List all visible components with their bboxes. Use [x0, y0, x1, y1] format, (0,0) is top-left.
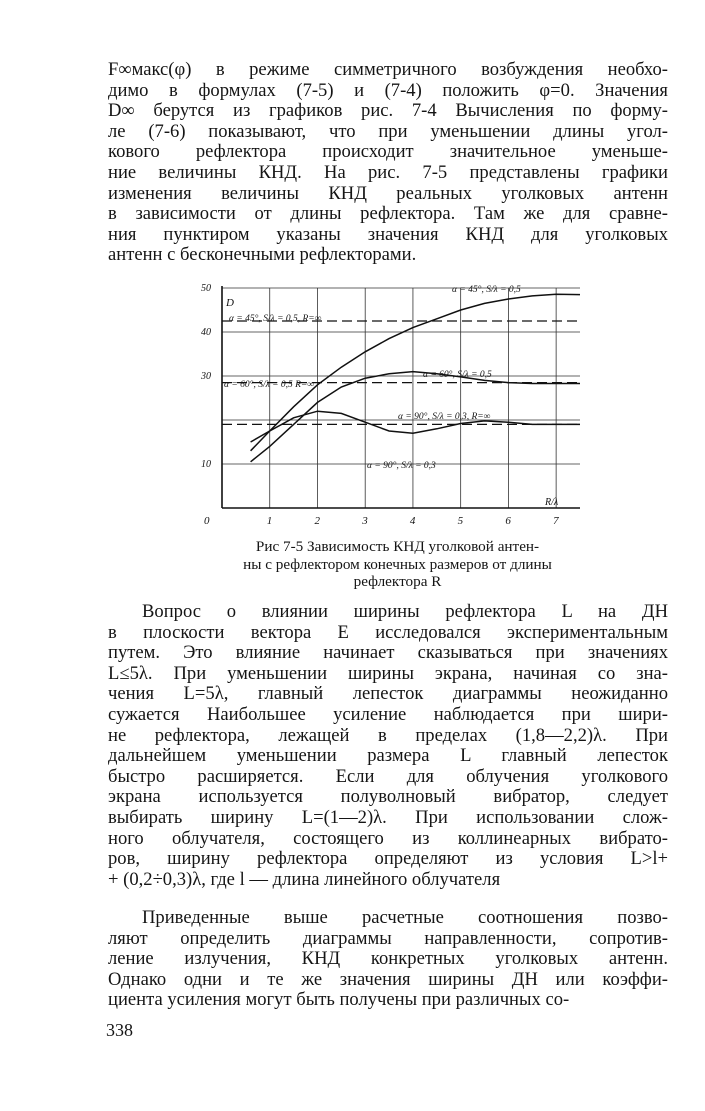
text-line: не рефлектора, лежащей в пределах (1,8—2,2)λ. При — [108, 724, 668, 746]
text-line: в зависимости от длины рефлектора. Там же для сравне- — [108, 203, 668, 225]
x-tick-label: 2 — [314, 515, 320, 527]
x-tick-label: 0 — [204, 515, 210, 527]
text-line: Приведенные выше расчетные соотношения позво- — [142, 907, 668, 928]
text-line: Однако одни и те же значения ширины ДН или коэффи- — [108, 968, 668, 990]
text-line: изменения величины КНД реальных уголковых антенн — [108, 182, 668, 204]
x-tick-label: 5 — [457, 515, 464, 527]
curve-label-a90-dashed: α = 90°, S/λ = 0,3, R=∞ — [398, 412, 491, 422]
text-line: кового рефлектора происходит значительное уменьше- — [108, 141, 668, 163]
paragraph-middle — [108, 602, 668, 890]
text-line: быстро расширяется. Если для облучения уголкового — [108, 765, 668, 787]
text-line: Вопрос о влиянии ширины рефлектора L на ДН — [142, 601, 668, 622]
text-line: ние величины КНД. На рис. 7-5 представлены графики — [108, 161, 668, 183]
text-line: L≤5λ. При уменьшении ширины экрана, начиная со зна- — [108, 662, 668, 684]
text-line: ния пунктиром указаны значения КНД для уголковых — [108, 223, 668, 245]
text-line: ного облучателя, состоящего из коллинеарных вибрато- — [108, 827, 668, 849]
page-number: 338 — [106, 1020, 133, 1040]
y-tick-label: 10 — [201, 459, 211, 470]
curve-label-a60-solid: α = 60°, S/λ = 0,5 — [423, 370, 492, 380]
x-tick-label: 7 — [553, 515, 559, 527]
caption-line: ны с рефлектором конечных размеров от длины — [243, 555, 552, 573]
text-line: D∞ берутся из графиков рис. 7-4 Вычисления по форму- — [108, 100, 668, 122]
text-line: путем. Это влияние начинает сказываться при значениях — [108, 642, 668, 664]
text-line: сужается Наибольшее усиление наблюдается при шири- — [108, 703, 668, 725]
text-line: F∞макс(φ) в режиме симметричного возбуждения необхо- — [108, 59, 668, 80]
x-axis-label: R/λ — [545, 497, 559, 508]
y-tick-label: 40 — [201, 327, 211, 338]
paragraph-top — [108, 60, 668, 266]
y-tick-label: 50 — [201, 283, 211, 294]
paragraph-bottom — [108, 908, 668, 1011]
x-tick-label: 4 — [409, 515, 416, 527]
caption-line: рефлектора R — [353, 573, 442, 590]
text-line: циента усиления могут быть получены при различных со- — [108, 989, 570, 1011]
text-line: экрана используется полуволновый вибратор, следует — [108, 786, 668, 808]
y-tick-label: 30 — [201, 371, 211, 382]
text-line: дальнейшем уменьшении размера L главный лепесток — [108, 745, 668, 767]
text-line: ров, ширину рефлектора определяют из условия L>l+ — [108, 848, 668, 870]
text-line: антенн с бесконечными рефлекторами. — [108, 244, 417, 266]
text-line: ление излучения, КНД конкретных уголковых антенн. — [108, 948, 668, 970]
figure-caption — [205, 538, 590, 591]
y-axis-label: D — [226, 297, 234, 309]
text-line: выбирать ширину L=(1—2)λ. При использовании слож- — [108, 806, 668, 828]
x-tick-label: 6 — [505, 515, 511, 527]
caption-line: Рис 7-5 Зависимость КНД уголковой антен- — [255, 538, 540, 555]
curve-label-a60-dashed: α = 60°, S/λ = 0,5 R=∞ — [224, 380, 315, 390]
figure-7-5-chart — [195, 280, 590, 535]
text-line: чения L=5λ, главный лепесток диаграммы неожиданно — [108, 683, 668, 705]
text-line: + (0,2÷0,3)λ, где l — длина линейного облучателя — [108, 868, 501, 890]
text-line: в плоскости вектора E исследовался экспериментальным — [108, 621, 668, 643]
curve-label-a90-solid: α = 90°, S/λ = 0,3 — [367, 461, 436, 471]
x-tick-label: 3 — [362, 515, 368, 527]
x-tick-label: 1 — [266, 515, 273, 527]
curve-label-a45-dashed: α = 45°, S/λ = 0,5, R=∞ — [229, 314, 322, 324]
text-line: ле (7-6) показывают, что при уменьшении длины угол- — [108, 120, 668, 142]
text-line: ляют определить диаграммы направленности, сопротив- — [108, 927, 668, 949]
text-line: димо в формулах (7-5) и (7-4) положить φ=0. Значения — [108, 79, 668, 101]
curve-label-a45-solid: α = 45°, S/λ = 0,5 — [452, 285, 521, 295]
